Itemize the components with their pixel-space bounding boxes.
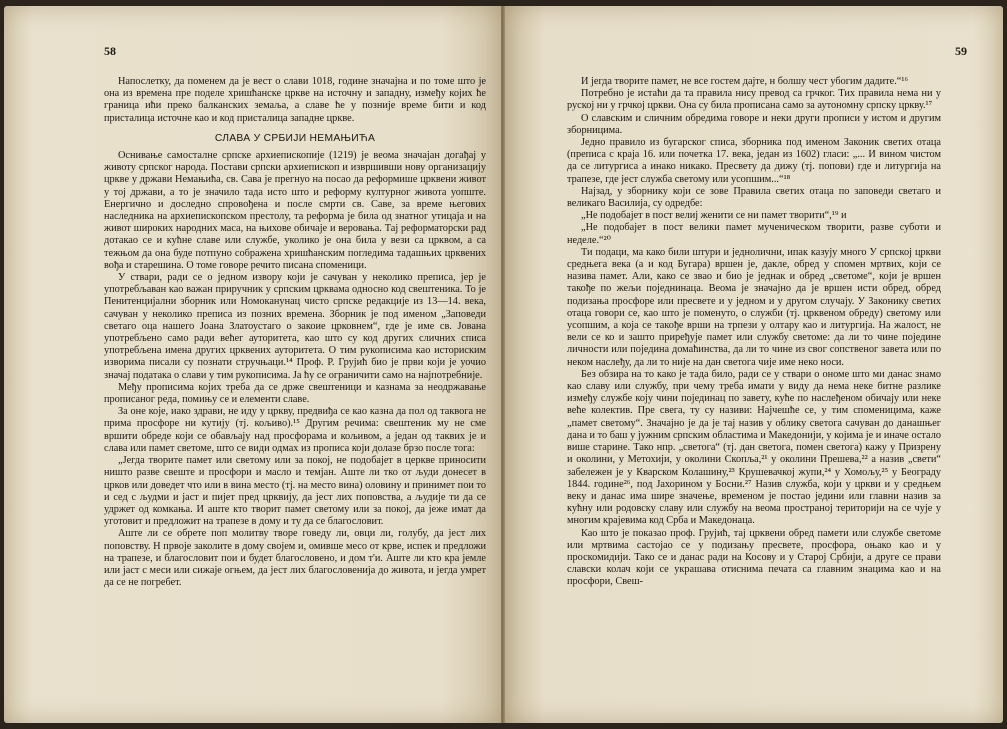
paragraph: Као што је показао проф. Грујић, тај црквени обред памети или службе светоме или мртвима састојао се у подизању пресвете, просфора, оњако као и у проскомидији. Тако се и данас ради на Косову и у Старој Србији, а друге се прави славски колач који се украшава отиснима печата са главним знацима као и на просфори, Свеш- <box>567 527 941 588</box>
paragraph: О славским и сличним обредима говоре и неки други прописи у истом и другим зборницима. <box>567 112 941 136</box>
paragraph: Ти подаци, ма како били штури и једнолични, ипак казују много У српској цркви средњега века (а и код Бугара) вршен је, дакле, обред у спомен мртвих, који се назива памет. Али, како се звао и био је једнак и обред „светоме“, који је вршен такође по жељи поједнинаца. Веома је значајно да је вршен исти обред, обред подизања просфоре или пресвете и у једном и у другом случају. У Законику светих отаца говори се, као што је поменуто, о служби (тј. црквеном обреду) светому или усопшим, а која се такође врши на трпези у олтару као и литургија. На жалост, не вели се ко и зашто приређује памет или службу светоме: да ли то чине поједине личности или поједина домаћинства, да ли то чине из свог сопственог завета или по неком наслеђу, да ли то није на дан светога чије име неко носи. <box>567 246 941 368</box>
section-heading: СЛАВА У СРБИЈИ НЕМАЊИЋА <box>214 132 376 144</box>
page-text <box>567 76 941 589</box>
paragraph: Потребно је истаћи да та правила нису превод са грчког. Тих правила нема ни у руској ни у грчкој цркви. Она су била прописана само за аутономну српску цркву.¹⁷ <box>567 88 941 112</box>
quotation: „Јегда творите памет или светому или за покој, не подобајет в церкве приносити ништо разве свеште и просфори и масло и темјан. Аште ли тко от људи донесет в црков или доведет что или в вина место (тј. на место вина) оловину и принимет пои то и сед с људми и јаст и пијет пред црквију, да јест лих поповства, а људије ти да се удржет од комкања. И аште кто творит памет светому или за покој, да јеже имат да уготовит и предложит на трапезе в дому и ту да се благословит. <box>104 455 486 528</box>
left-page <box>4 6 501 723</box>
paragraph: Међу прописима којих треба да се држе свештеници и казнама за неодржавање прописаног реда, помињу се и елементи славе. <box>104 381 486 406</box>
page-text <box>104 76 486 589</box>
page-number: 58 <box>104 44 116 58</box>
quotation: Аште ли се обрете поп молитву творе говеду ли, овци ли, голубу, да јест лих поповству. Н првоје заколите в дому својем и, омивше месо от крве, испек и предложи на трапезе, и благословит пои и будет благословено, и дом т'и. Аште ли кто кра јемле или јаст с меси или сижаје огњем, да јест лих благословенија до живота, и јегда умрет да се не погребет. <box>104 528 486 589</box>
paragraph: У ствари, ради се о једном извору који је сачуван у неколико преписа, јер је употребљаван као важан приручник у српским црквама односно код свештеника. То је Пенитенцијални зборник или Номоканунац чисто српске редакције из 13—14. века, сачуван у неколико преписа из позних времена. Зборник је под именом „Заповеди светаго оца нашего Јоана Златоустаго о закоие црковнем“, где је име св. Јована употребљено само ради већег ауторитета, као што су код других сличних списа употребљена имена других црквених ауторитета. О тим рукописима као историским изворима писали су познати стручњаци.¹⁴ Проф. Р. Грујић био је први који је уочио значај података о слави у тим рукописима. Ја ћу се ограничити само на најпотребније. <box>104 272 486 381</box>
paragraph: Оснивање самосталне српске архиепископије (1219) је веома значајан догађај у животу српског народа. Постави српски архиепископ и извршивши нову организацију цркве у држави Немањића, св. Сава је прегнуо на посао да реформише црквени живот у тој држави, а то је значило тада исто што и реформу културног живота уопште. Енергично и доследно спровођена и после смрти св. Саве, за време његових наследника на архиепископском престолу, та реформа је била од знатног утицаја и на живот широких народних маса, на њихове обичаје и веровања. Тај реформаторски рад дотакао се и кућне славе или службе, уколико је она била у вези са црквом, а са тежњом да она буде потпуно сображена хришћанским погледима тадашњих црквених вођа и старешина. О томе говоре речито писана споменици. <box>104 150 486 271</box>
right-page <box>505 6 1003 723</box>
paragraph: Напослетку, да поменем да је вест о слави 1018, године значајна и по томе што је она из времена пре поделе хришћанске цркве на источну и западну, између којих ће граница ићи преко балканских земаља, а славе ће у позније време бити и код присталица источне као и код присталица западне цркве. <box>104 76 486 124</box>
quotation: „Не подобајет в пост велики памет мученическом творити, разве суботи и неделе.“²⁰ <box>567 222 941 246</box>
page-number: 59 <box>955 44 967 58</box>
paragraph: Једно правило из бугарског списа, зборника под именом Законик светих отаца (преписа с краја 16. или почетка 17. века, један из 1602) гласи: „... И вином чистом да се литургиса а инако никако. Пресвету да дижу (тј. попови) где и литургија на трапезе, где јест служба светому или усопшим...“¹⁸ <box>567 137 941 185</box>
paragraph: Најзад, у зборнику који се зове Правила светих отаца по заповеди светаго и великаго Василија, су одредбе: <box>567 185 941 210</box>
quotation: „Не подобајет в пост велиј женити се ни памет творити“,¹⁹ и <box>581 210 847 222</box>
paragraph: За оне које, иако здрави, не иду у цркву, предвиђа се као казна да пол од таквога не прима просфоре ни кутију (тј. кољиво).¹⁵ Другим речима: свештеник му не сме вршити обреде који се обављају над просфорама и кољивом, а један од таквих је и слава или памет светоме, што се види одмах из прописа који долазе брзо после тога: <box>104 406 486 454</box>
paragraph: И јегда творите памет, не все гостем дајте, н болшу чест убогим дадите.“¹⁶ <box>581 76 909 87</box>
paragraph: Без обзира на то како је тада било, ради се у ствари о ономе што ми данас знамо као славу или службу, при чему треба имати у виду да нема неке битне разлике између службе коју чини појединац по завету, куће по наслеђеном обичају или неке веће колектив. Пре свега, ту су називи: Најчешће се, у тим споменицима, каже „памет светому“. Значајно је да је тај назив у облику светога сачуван до данашњег дана и то баш у јужним српским областима и Македонији, у којима је и иначе остало више старине. Тако нпр. „светога“ (тј. дан светога, помен светога) кажу у Призрену и околини, у Метохији, у околини Скопља,²¹ у околини Прешева,²² а назив „свети“ забележен је у Кварском Колашину,²³ Крушевачкој жупи,²⁴ у Хомољу,²⁵ у Београду 1844. године²⁶, под Јахорином у Босни.²⁷ Назив служба, који у цркви и у средњем веку и данас има шире значење, временом је постао једини или главни назив за кућну или родовску славу или службу на веома пространој територији на се чује у многим крајевима код Срба и Македонаца. <box>567 368 941 527</box>
